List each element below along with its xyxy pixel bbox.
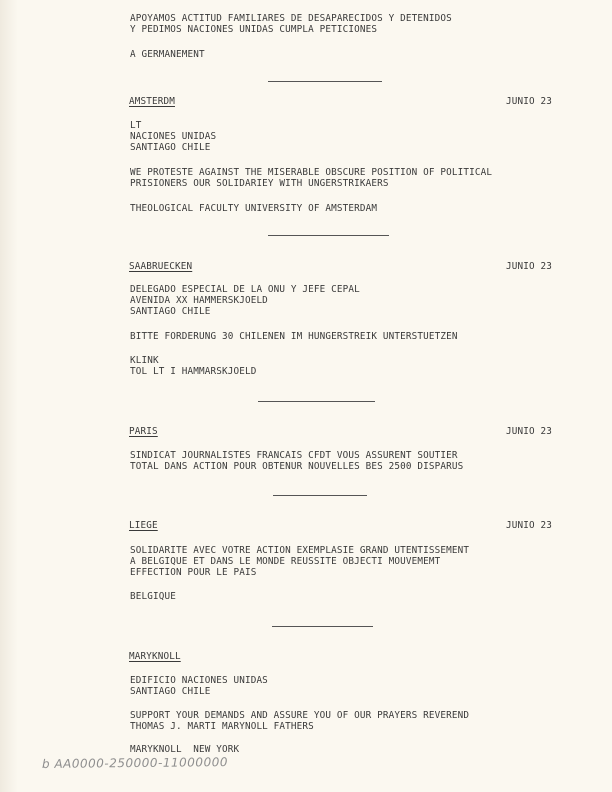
section-heading-liege: LIEGE xyxy=(129,520,158,531)
section-heading-amsterdam: AMSTERDM xyxy=(129,96,175,107)
section-heading-paris: PARIS xyxy=(129,426,158,437)
intro-line-2: Y PEDIMOS NACIONES UNIDAS CUMPLA PETICIONES xyxy=(130,24,378,35)
message-line: A BELGIQUE ET DANS LE MONDE REUSSITE OBJECTI MOUVEMEMT xyxy=(130,556,441,567)
section-heading-maryknoll: MARYKNOLL xyxy=(129,651,181,662)
divider xyxy=(268,81,382,82)
divider xyxy=(268,235,389,236)
divider xyxy=(258,401,375,402)
message-line: THOMAS J. MARTI MARYNOLL FATHERS xyxy=(130,721,314,732)
message-line: SOLIDARITE AVEC VOTRE ACTION EXEMPLASIE GRAND UTENTISSEMENT xyxy=(130,545,470,556)
message-line: WE PROTESTE AGAINST THE MISERABLE OBSCURE POSITION OF POLITICAL xyxy=(130,167,493,178)
section-date-amsterdam: JUNIO 23 xyxy=(506,96,552,107)
intro-signature: A GERMANEMENT xyxy=(130,49,205,60)
section-date-liege: JUNIO 23 xyxy=(506,520,552,531)
signature-line: KLINK xyxy=(130,355,159,366)
message-line: BITTE FORDERUNG 30 CHILENEN IM HUNGERSTREIK UNTERSTUETZEN xyxy=(130,331,458,342)
message-line: SINDICAT JOURNALISTES FRANCAIS CFDT VOUS ASSURENT SOUTIER xyxy=(130,450,458,461)
message-line: EFFECTION POUR LE PAIS xyxy=(130,567,257,578)
signature-line: THEOLOGICAL FACULTY UNIVERSITY OF AMSTERDAM xyxy=(130,203,378,214)
address-line: LT xyxy=(130,120,142,131)
section-date-paris: JUNIO 23 xyxy=(506,426,552,437)
section-date-saabruecken: JUNIO 23 xyxy=(506,261,552,272)
signature-line: BELGIQUE xyxy=(130,591,176,602)
divider xyxy=(273,495,367,496)
address-line: EDIFICIO NACIONES UNIDAS xyxy=(130,675,268,686)
section-heading-saabruecken: SAABRUECKEN xyxy=(129,261,193,272)
address-line: DELEGADO ESPECIAL DE LA ONU Y JEFE CEPAL xyxy=(130,284,360,295)
message-line: SUPPORT YOUR DEMANDS AND ASSURE YOU OF OUR PRAYERS REVEREND xyxy=(130,710,470,721)
signature-line: TOL LT I HAMMARSKJOELD xyxy=(130,366,257,377)
address-line: SANTIAGO CHILE xyxy=(130,686,211,697)
signature-line: MARYKNOLL NEW YORK xyxy=(130,744,240,755)
handwritten-note: b AA0000-250000-11000000 xyxy=(41,755,229,771)
address-line: SANTIAGO CHILE xyxy=(130,142,211,153)
address-line: NACIONES UNIDAS xyxy=(130,131,217,142)
divider xyxy=(272,626,373,627)
intro-line-1: APOYAMOS ACTITUD FAMILIARES DE DESAPARECIDOS Y DETENIDOS xyxy=(130,13,452,24)
message-line: PRISIONERS OUR SOLIDARIEY WITH UNGERSTRIKAERS xyxy=(130,178,389,189)
message-line: TOTAL DANS ACTION POUR OBTENUR NOUVELLES BES 2500 DISPARUS xyxy=(130,461,464,472)
address-line: SANTIAGO CHILE xyxy=(130,306,211,317)
address-line: AVENIDA XX HAMMERSKJOELD xyxy=(130,295,268,306)
